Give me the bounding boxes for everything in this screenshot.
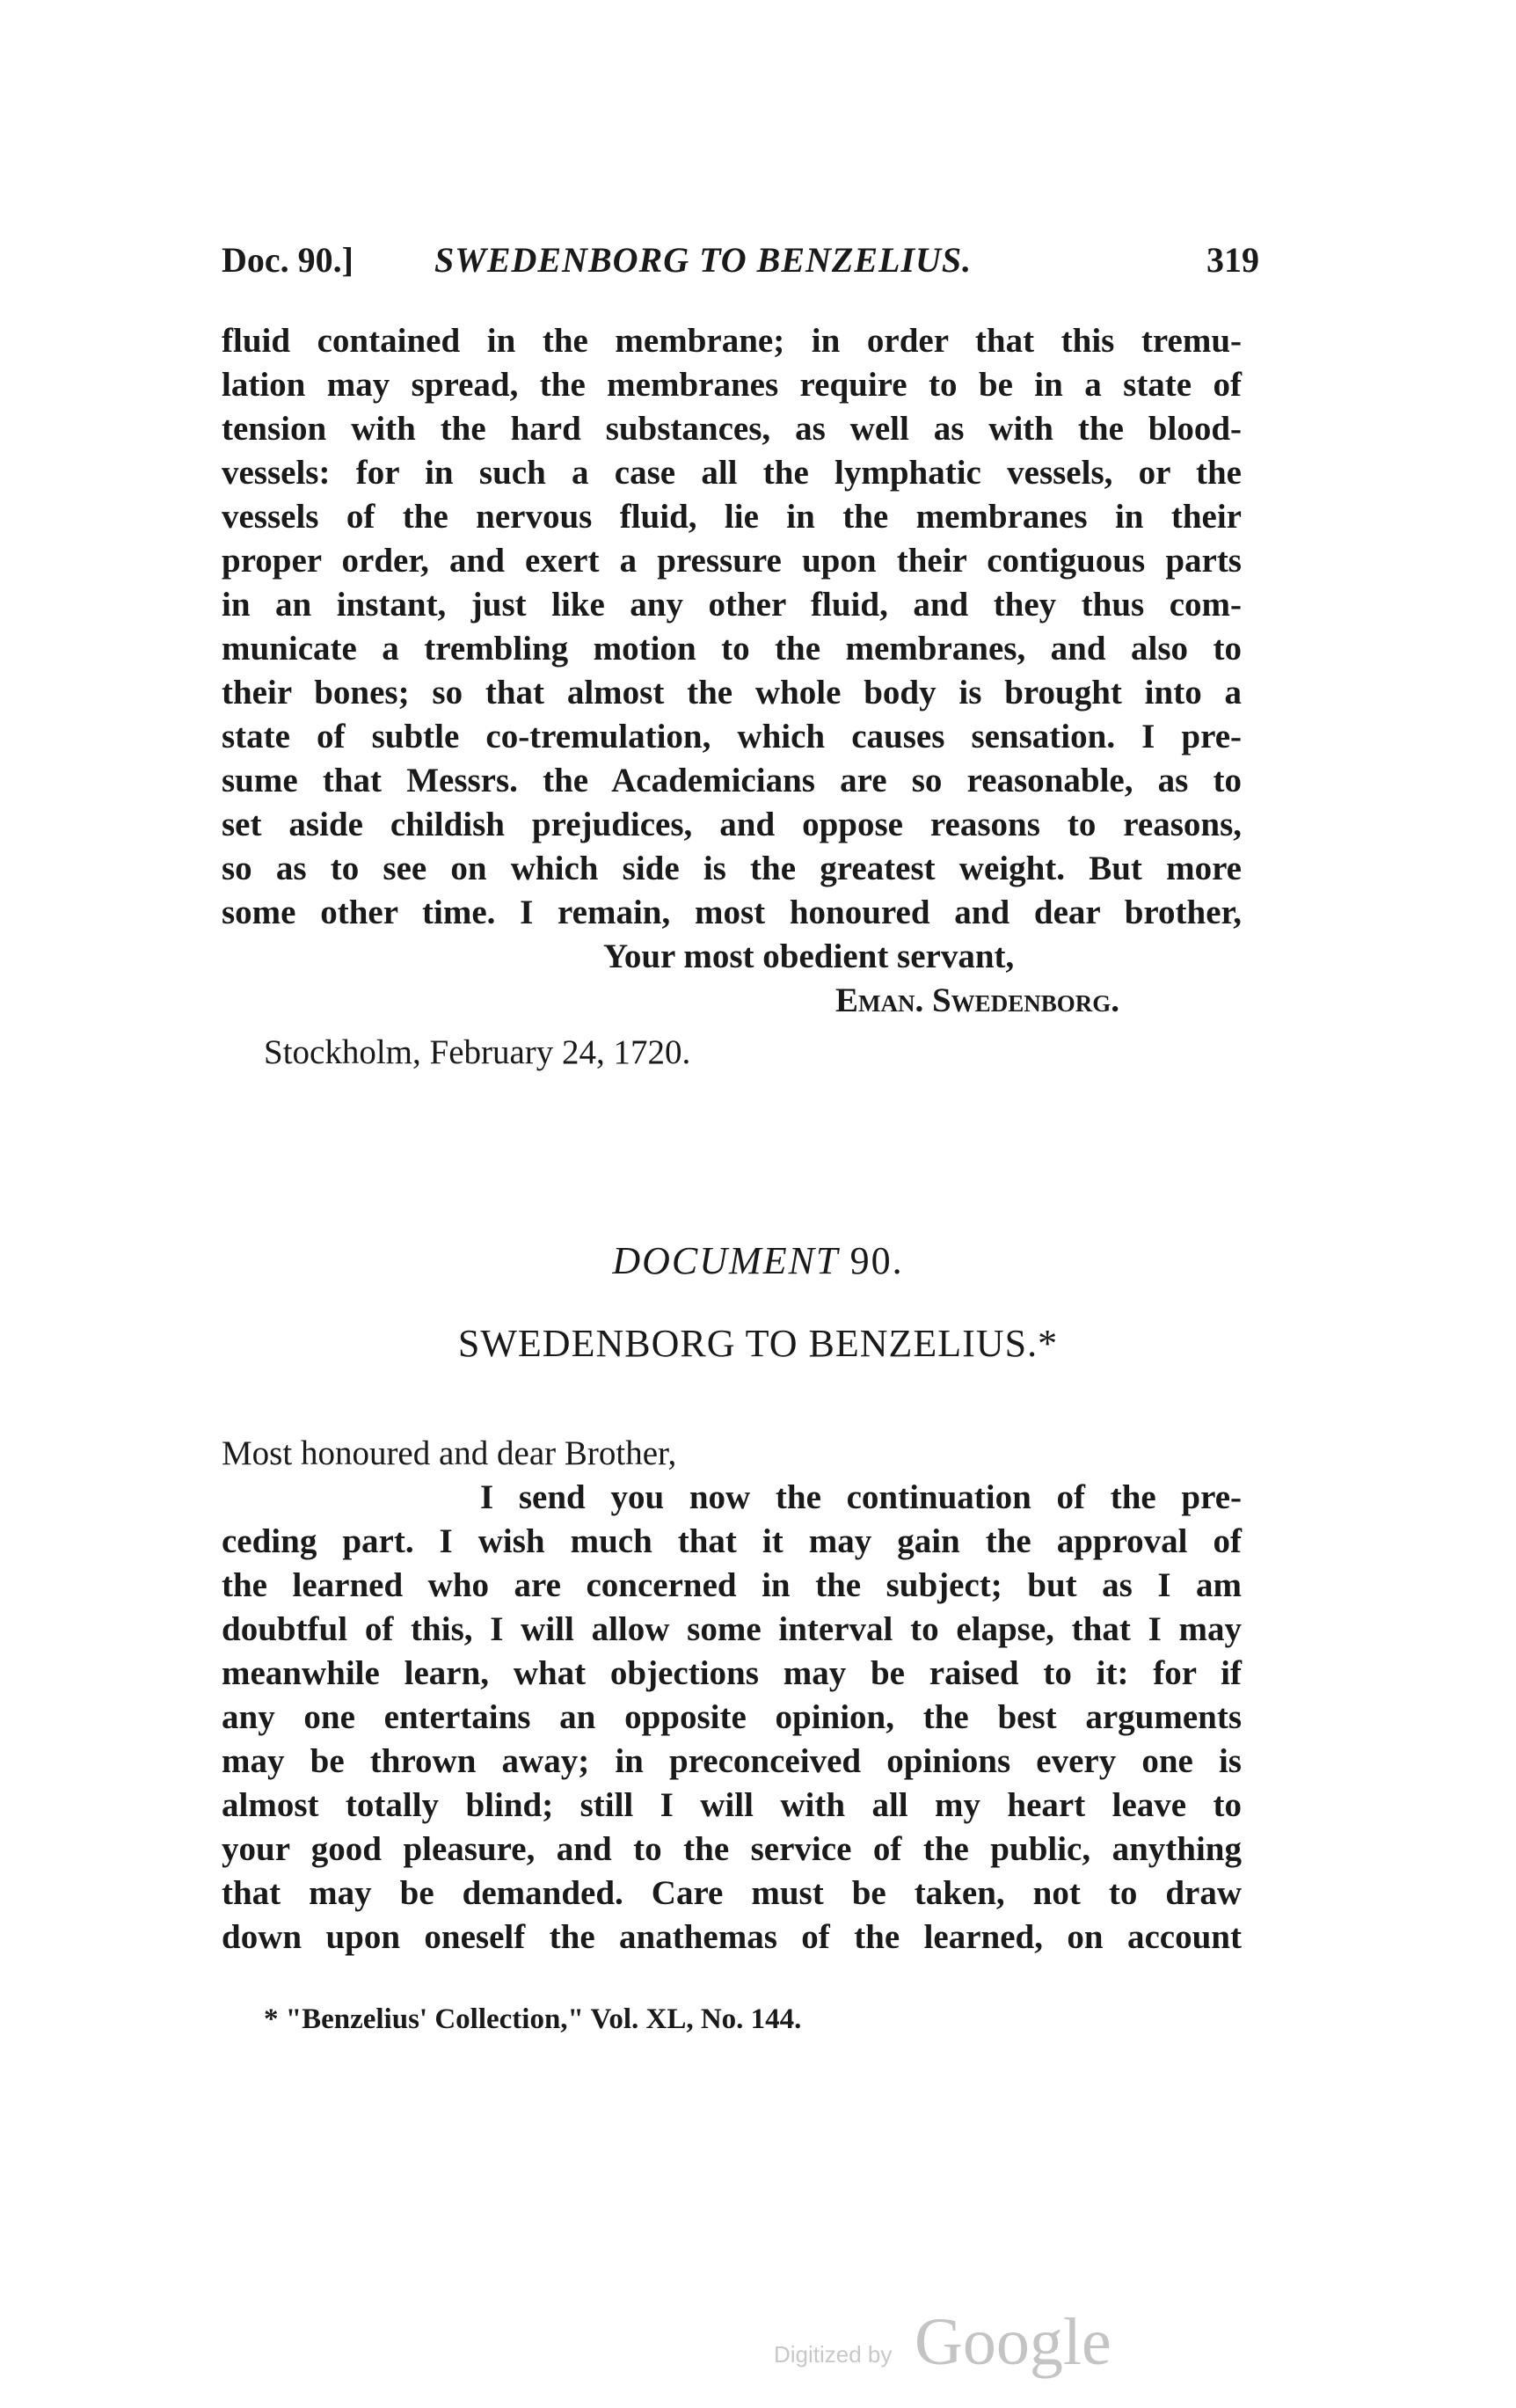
text-line: set aside childish prejudices, and oppose reasons to reasons, [222, 806, 1242, 843]
text-line: may be thrown away; in preconceived opinions every one is [222, 1742, 1242, 1780]
running-header [222, 239, 1259, 283]
text-line: their bones; so that almost the whole body is brought into a [222, 674, 1242, 711]
text-line: your good pleasure, and to the service of the public, anything [222, 1830, 1242, 1868]
text-line: doubtful of this, I will allow some interval to elapse, that I may [222, 1610, 1242, 1648]
watermark-brand-logo: Google [915, 2305, 1111, 2379]
text-line: vessels: for in such a case all the lymphatic vessels, or the [222, 454, 1242, 492]
text-line: lation may spread, the membranes require to be in a state of [222, 366, 1242, 404]
signature: Eman. Swedenborg. [835, 981, 1119, 1019]
text-line: ceding part. I wish much that it may gain the approval of [222, 1522, 1242, 1560]
text-line: almost totally blind; still I will with all my heart leave to [222, 1786, 1242, 1824]
text-line: down upon oneself the anathemas of the learned, on account [222, 1918, 1242, 1956]
text-line: I send you now the continuation of the pre- [480, 1478, 1242, 1516]
text-line: meanwhile learn, what objections may be raised to it: for if [222, 1654, 1242, 1692]
document-label: DOCUMENT [612, 1239, 839, 1282]
text-line: so as to see on which side is the greatest weight. But more [222, 850, 1242, 887]
footnote: * "Benzelius' Collection," Vol. XL, No. 144. [264, 2003, 802, 2035]
text-line: municate a trembling motion to the membranes, and also to [222, 630, 1242, 668]
header-doc-ref: Doc. 90.] [222, 240, 353, 280]
watermark-digitized-text: Digitized by [774, 2341, 893, 2368]
header-title: SWEDENBORG TO BENZELIUS. [434, 240, 973, 280]
place-date: Stockholm, February 24, 1720. [264, 1033, 691, 1071]
document-subtitle: SWEDENBORG TO BENZELIUS.* [457, 1322, 1059, 1365]
text-line: sume that Messrs. the Academicians are so reasonable, as to [222, 762, 1242, 799]
text-line: any one entertains an opposite opinion, the best arguments [222, 1698, 1242, 1736]
text-line: the learned who are concerned in the subject; but as I am [222, 1566, 1242, 1604]
text-line: fluid contained in the membrane; in order that this tremu- [222, 322, 1242, 360]
text-line: proper order, and exert a pressure upon their contiguous parts [222, 542, 1242, 580]
text-line: tension with the hard substances, as well as with the blood- [222, 410, 1242, 448]
text-line: in an instant, just like any other fluid, and they thus com- [222, 586, 1242, 624]
text-line: vessels of the nervous fluid, lie in the membranes in their [222, 498, 1242, 536]
page-number: 319 [1206, 240, 1259, 280]
digitized-watermark [774, 2304, 1143, 2383]
document-number: 90. [849, 1239, 904, 1282]
closing: Your most obedient servant, [603, 938, 1015, 975]
text-line: state of subtle co-tremulation, which causes sensation. I pre- [222, 718, 1242, 755]
text-line: some other time. I remain, most honoured and dear brother, [222, 894, 1242, 931]
salutation: Most honoured and dear Brother, [222, 1434, 677, 1472]
text-line: that may be demanded. Care must be taken, not to draw [222, 1874, 1242, 1912]
document-heading [0, 1238, 1516, 1283]
